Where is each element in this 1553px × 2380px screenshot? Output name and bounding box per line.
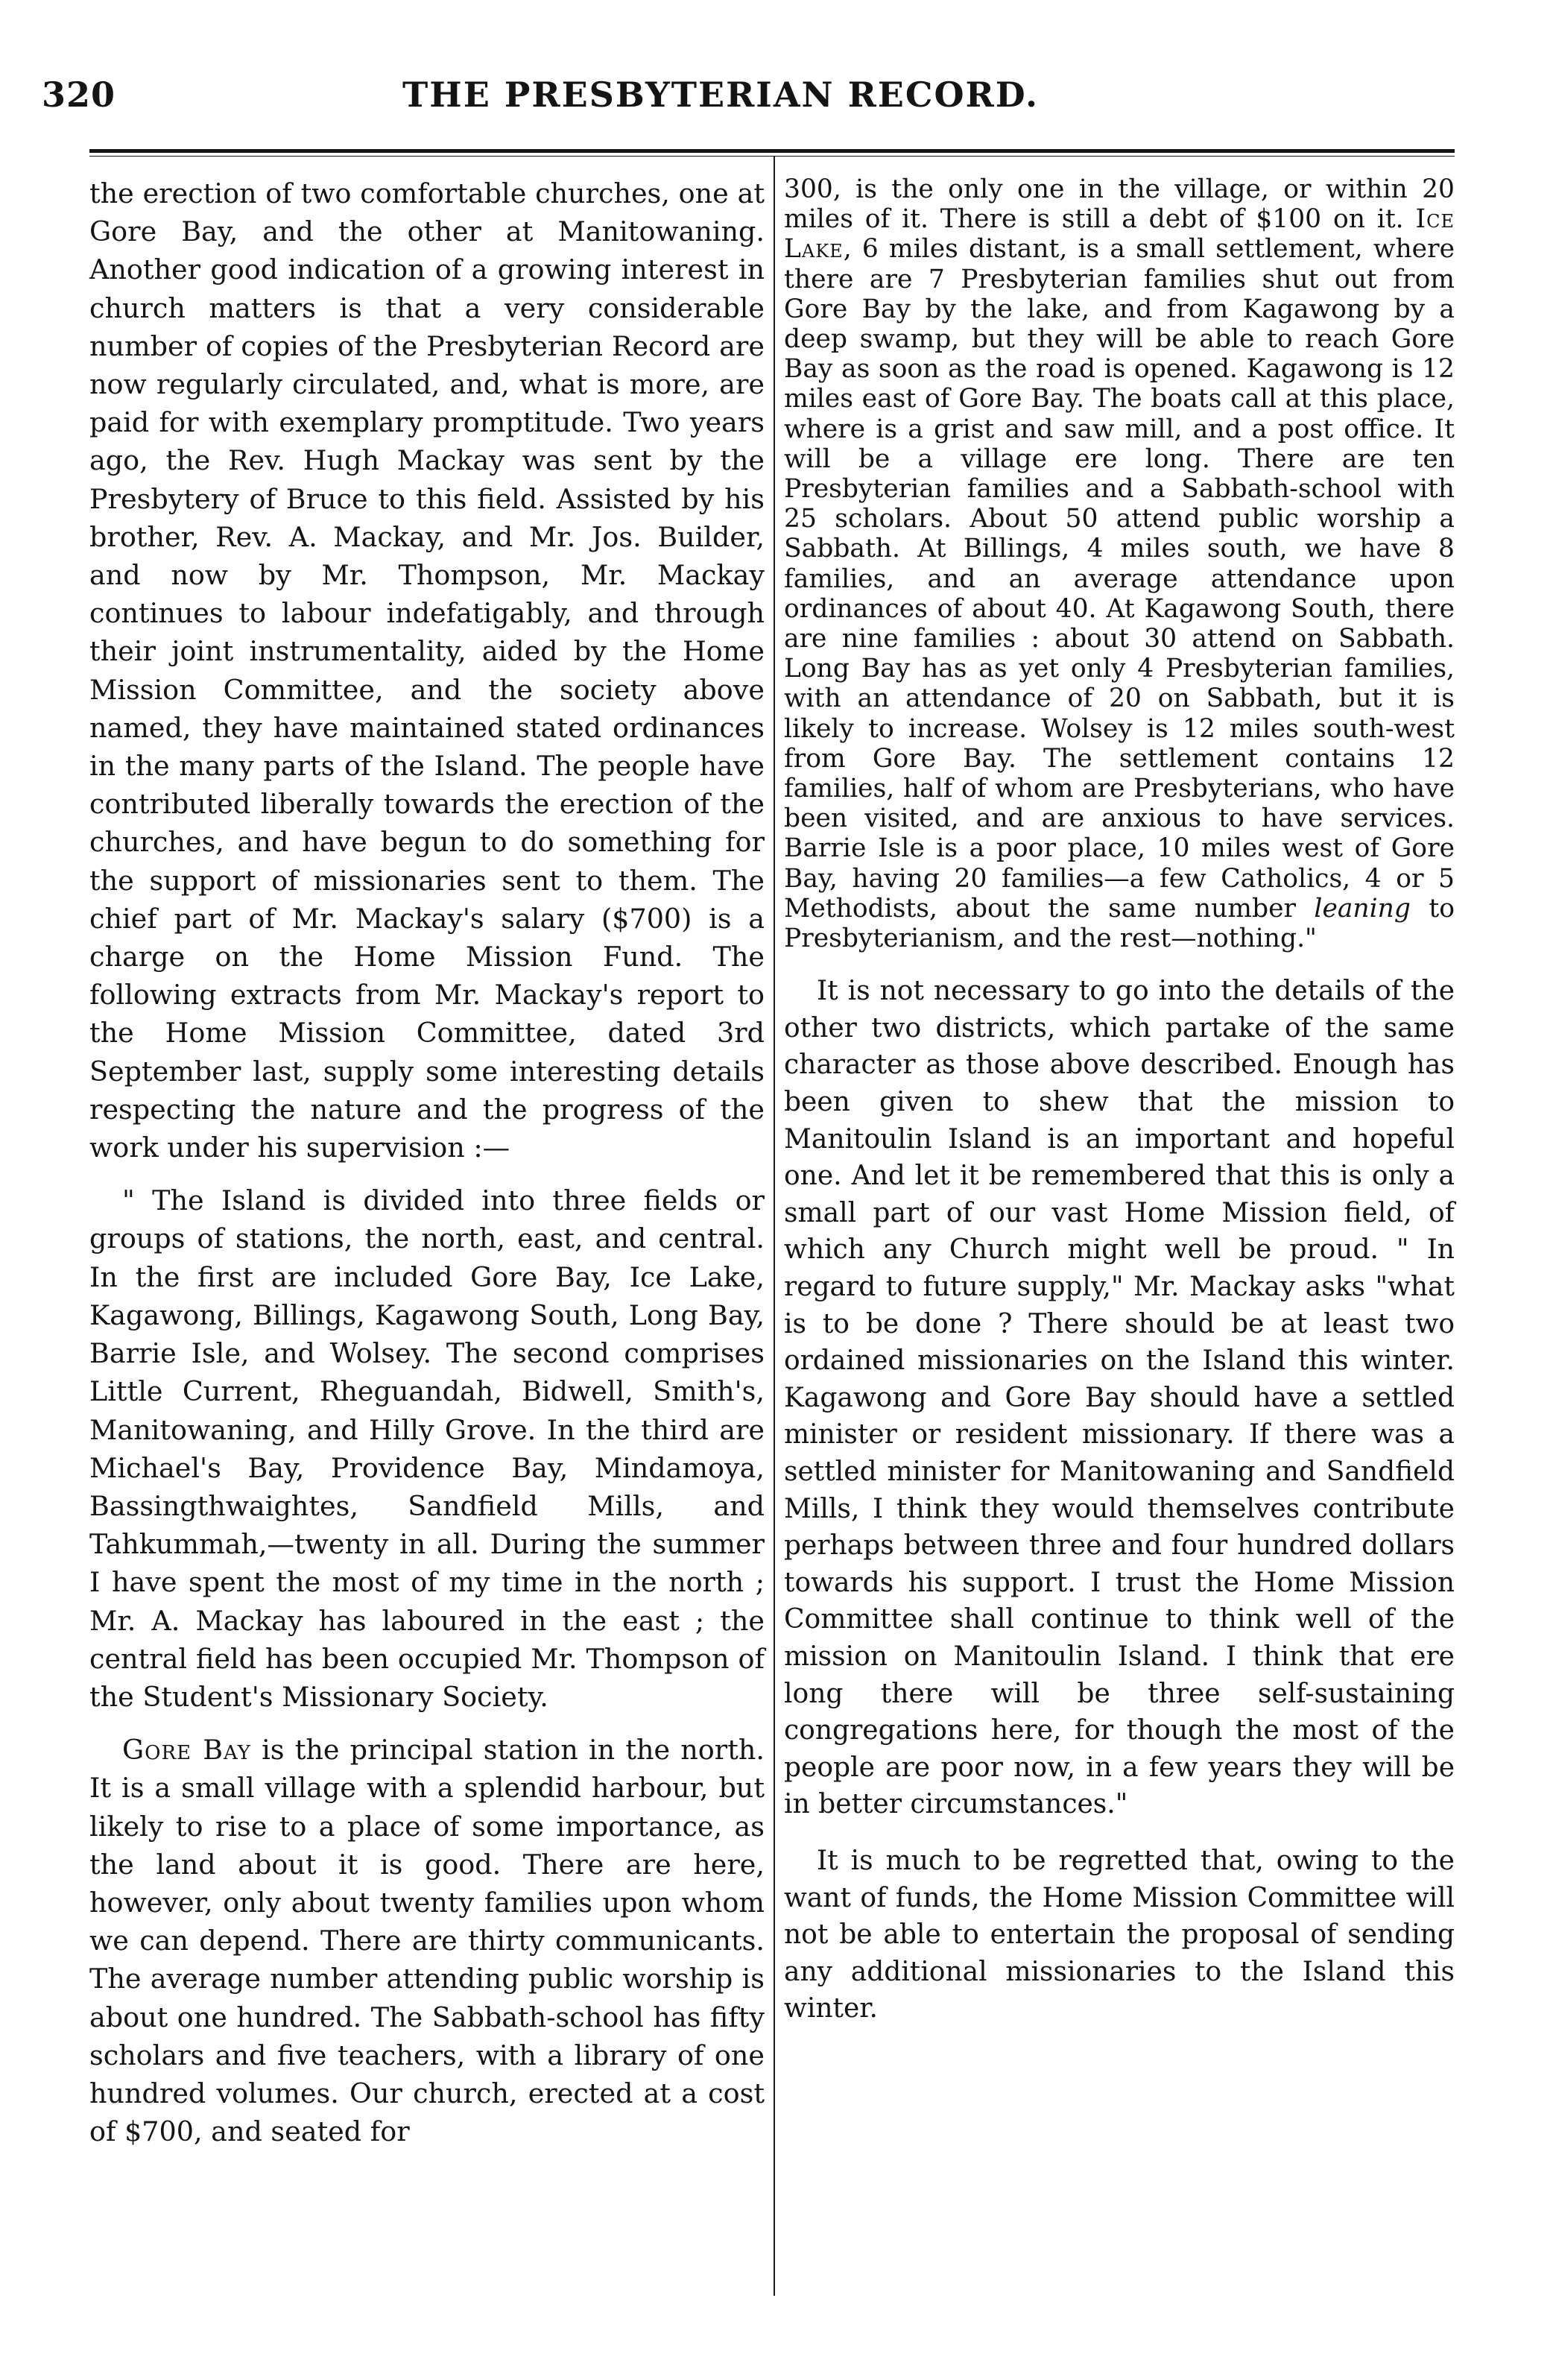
gore-bay-text: is the principal station in the north. It is a small village with a splendid harbour, but likely to rise to a place of some importance, as the land about it is good. There are here, however, only about twenty families upon whom we can depend. There are thirty communicants. The average number attending public worship is about one hundred. The Sabbath-school has fifty scholars and five teachers, with a library of one hundred volumes. Our church, erected at a cost of $700, and seated for bbox=[89, 1734, 765, 2148]
left-column bbox=[89, 174, 765, 2150]
paragraph-report-quote: " The Island is divided into three fields or groups of stations, the north, east, and central. In the first are included Gore Bay, Ice Lake, Kagawong, Billings, Kagawong South, Long Bay, Barrie Isle, and Wolsey. The second comprises Little Current, Rheguandah, Bidwell, Smith's, Manitowaning, and Hilly Grove. In the third are Michael's Bay, Providence Bay, Mindamoya, Bassingthwaightes, Sandfield Mills, and Tahkummah,—twenty in all. During the summer I have spent the most of my time in the north ; Mr. A. Mackay has laboured in the east ; the central field has been occupied Mr. Thompson of the Student's Missionary Society. bbox=[89, 1184, 765, 1713]
paragraph-districts: It is not necessary to go into the details of the other two districts, which partake of the same character as those above described. Enough has been given to shew that the mission to Manitoulin Island is an important and hopeful one. And let it be remembered that this is only a small part of our vast Home Mission field, of which any Church might well be proud. " In regard to future supply," Mr. Mackay asks "what is to be done ? There should be at least two ordained missionaries on the Island this winter. Kagawong and Gore Bay should have a settled minister or resident missionary. If there was a settled minister for Manitowaning and Sandfield Mills, I think they would themselves contribute perhaps between three and four hundred dollars towards his support. I trust the Home Mission Committee shall continue to think well of the mission on Manitoulin Island. I think that ere long there will be three self-sustaining congregations here, for though the most of the people are poor now, in a few years they will be in better circumstances." bbox=[784, 976, 1455, 1820]
stations-italic-word: leaning bbox=[1314, 893, 1411, 924]
gore-bay-lead: Gore Bay bbox=[122, 1734, 251, 1767]
header-rule bbox=[89, 149, 1455, 153]
page-number: 320 bbox=[42, 75, 116, 115]
paragraph-continuation: the erection of two comfortable churches, one at Gore Bay, and the other at Manitowaning. Another good indication of a growing interest in church matters is that a very considerable number of copies of the Presbyterian Record are now regularly circulated, and, what is more, are paid for with exemplary promptitude. Two years ago, the Rev. Hugh Mackay was sent by the Presbytery of Bruce to this field. Assisted by his brother, Rev. A. Mackay, and Mr. Jos. Builder, and now by Mr. Thompson, Mr. Mackay continues to labour indefatigably, and through their joint instrumentality, aided by the Home Mission Committee, and the society above named, they have maintained stated ordinances in the many parts of the Island. The people have contributed liberally towards the erection of the churches, and have begun to do something for the support of missionaries sent to them. The chief part of Mr. Mackay's salary ($700) is a charge on the Home Mission Fund. The following extracts from Mr. Mackay's report to the Home Mission Committee, dated 3rd September last, supply some interesting details respecting the nature and the progress of the work under his supervision :— bbox=[89, 177, 765, 1164]
ice-lake-lead: Ice Lake bbox=[784, 204, 1455, 265]
paragraph-gore-bay bbox=[89, 1731, 765, 2150]
stations-text-a: 300, is the only one in the village, or within 20 miles of it. There is still a debt of $100 on it. bbox=[784, 174, 1455, 235]
stations-text-c: to Presbyterianism, and the rest—nothing." bbox=[784, 893, 1455, 954]
stations-text-b: , 6 miles distant, is a small settlement, where there are 7 Presbyterian families shut out from Gore Bay by the lake, and from Kagawong by a deep swamp, but they will be able to reach Gore Bay as soon as the road is opened. Kagawong is 12 miles east of Gore Bay. The boats call at this place, where is a grist and saw mill, and a post office. It will be a village ere long. There are ten Presbyterian families and a Sabbath-school with 25 scholars. About 50 attend public worship a Sabbath. At Billings, 4 miles south, we have 8 families, and an average attendance upon ordinances of about 40. At Kagawong South, there are nine families : about 30 attend on Sabbath. Long Bay has as yet only 4 Presbyterian families, with an attendance of 20 on Sabbath, but it is likely to increase. Wolsey is 12 miles south-west from Gore Bay. The settlement contains 12 families, half of whom are Presbyterians, who have been visited, and are anxious to have services. Barrie Isle is a poor place, 10 miles west of Gore Bay, having 20 families—a few Catholics, 4 or 5 Methodists, about the same number bbox=[784, 234, 1455, 924]
paragraph-conclusion: It is much to be regretted that, owing to the want of funds, the Home Mission Committee will not be able to entertain the proposal of sending any additional missionaries to the Island this winter. bbox=[784, 1845, 1455, 2024]
header-rule-thin bbox=[89, 156, 1455, 157]
running-title: THE PRESBYTERIAN RECORD. bbox=[402, 75, 1040, 115]
paragraph-stations bbox=[784, 174, 1455, 953]
right-column bbox=[784, 174, 1455, 2027]
column-divider bbox=[774, 157, 775, 2296]
